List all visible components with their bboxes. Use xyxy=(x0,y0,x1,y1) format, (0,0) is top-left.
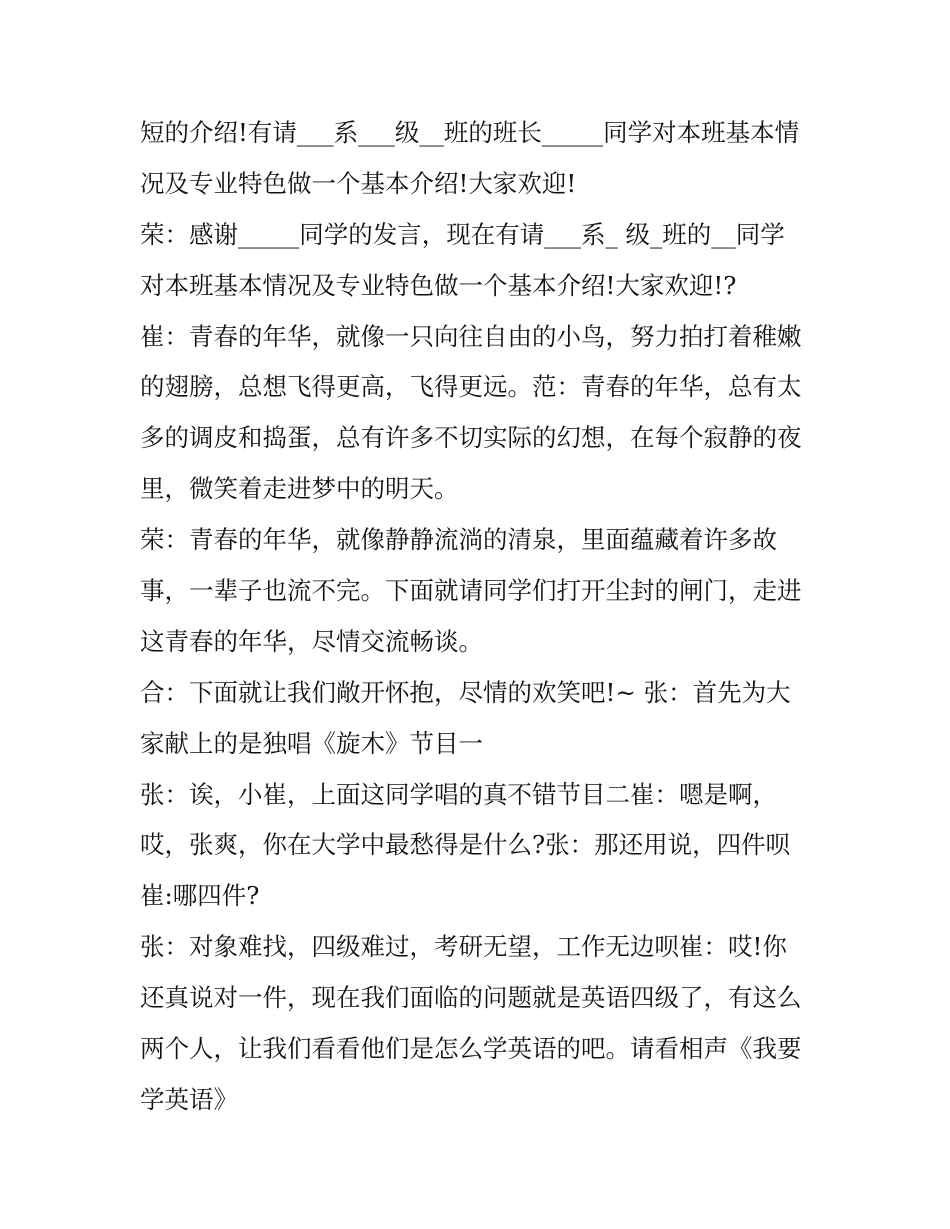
text-line: 荣：青春的年华，就像静静流淌的清泉，里面蕴藏着许多故 xyxy=(140,525,777,555)
text-line: 短的介绍!有请___系___级__班的班长_____同学对本班基本情 xyxy=(140,118,800,147)
text-line: 合：下面就让我们敞开怀抱，尽情的欢笑吧!~ 张：首先为大 xyxy=(140,677,791,707)
text-line: 还真说对一件，现在我们面临的问题就是英语四级了，有这么 xyxy=(140,983,802,1013)
text-line: 里，微笑着走进梦中的明天。 xyxy=(140,474,459,504)
text-line: 这青春的年华，尽情交流畅谈。 xyxy=(140,626,483,656)
text-line: 学英语》 xyxy=(140,1084,238,1114)
text-line: 崔:哪四件? xyxy=(140,881,260,911)
text-line: 的翅膀，总想飞得更高，飞得更远。范：青春的年华，总有太 xyxy=(140,372,802,402)
text-line: 张：对象难找，四级难过，考研无望，工作无边呗崔：哎!你 xyxy=(140,932,787,962)
text-line: 家献上的是独唱《旋木》节目一 xyxy=(140,728,483,758)
text-line: 哎，张爽，你在大学中最愁得是什么?张：那还用说，四件呗 xyxy=(140,830,791,860)
text-line: 对本班基本情况及专业特色做一个基本介绍!大家欢迎!? xyxy=(140,270,737,300)
text-line: 张：诶，小崔，上面这同学唱的真不错节目二崔：嗯是啊， xyxy=(140,779,777,809)
text-line: 多的调皮和捣蛋，总有许多不切实际的幻想，在每个寂静的夜 xyxy=(140,423,802,453)
text-line: 两个人，让我们看看他们是怎么学英语的吧。请看相声《我要 xyxy=(140,1034,802,1064)
text-line: 崔：青春的年华，就像一只向往自由的小鸟，努力拍打着稚嫩 xyxy=(140,321,802,351)
text-line: 况及专业特色做一个基本介绍!大家欢迎! xyxy=(140,168,577,198)
document-body xyxy=(140,108,820,1126)
text-line: 事，一辈子也流不完。下面就请同学们打开尘封的闸门，走进 xyxy=(140,576,802,606)
text-line: 荣：感谢_____同学的发言，现在有请___系_ 级_班的__同学 xyxy=(140,219,785,249)
